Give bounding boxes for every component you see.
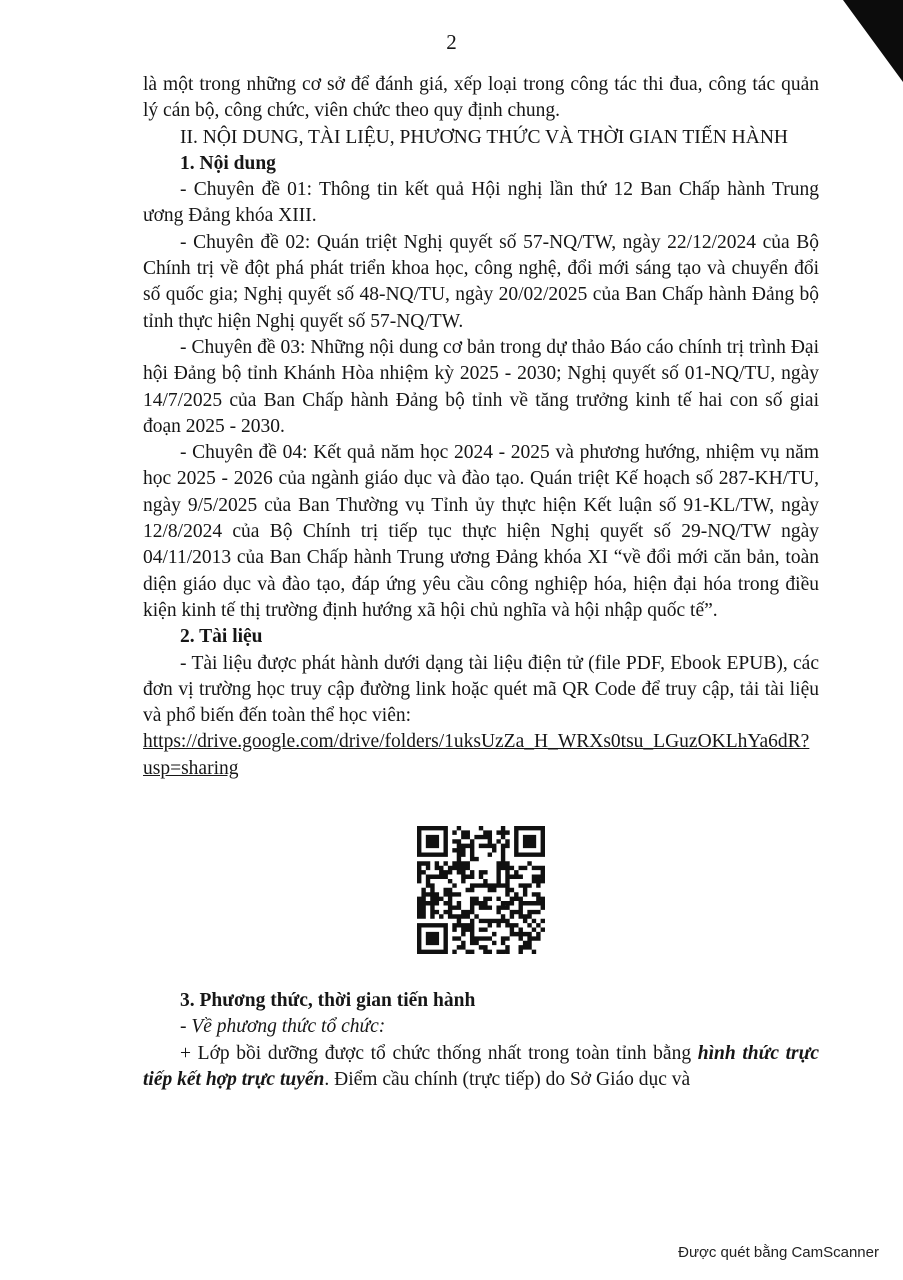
heading-method-time: 3. Phương thức, thời gian tiến hành [180, 990, 476, 1012]
page-number: 2 [446, 30, 457, 54]
heading-materials: 2. Tài liệu [180, 626, 263, 648]
heading-content: 1. Nội dung [180, 152, 276, 174]
drive-link[interactable]: https://drive.google.com/drive/folders/1uksUzZa_H_WRXs0tsu_LGuzOKLhYa6dR?usp=sharing [143, 731, 810, 779]
paragraph-continuation: là một trong những cơ sở để đánh giá, xếp loại trong công tác thi đua, công tác quản lý cán bộ, công chức, viên chức theo quy định chung. [143, 74, 819, 122]
materials-paragraph: - Tài liệu được phát hành dưới dạng tài liệu điện tử (file PDF, Ebook EPUB), các đơn vị trường học truy cập đường link hoặc quét mã QR Code để truy cập, tải tài liệu và phổ biến đến toàn thể học viên: [143, 652, 819, 727]
topic-03: - Chuyên đề 03: Những nội dung cơ bản trong dự thảo Báo cáo chính trị trình Đại hội Đảng bộ tỉnh Khánh Hòa nhiệm kỳ 2025 - 2030; Nghị quyết số 01-NQ/TU, ngày 14/7/2025 của Ban Chấp hành Đảng bộ tỉnh về tăng trưởng kinh tế hai con số giai đoạn 2025 - 2030. [143, 336, 819, 437]
topic-04: - Chuyên đề 04: Kết quả năm học 2024 - 2025 và phương hướng, nhiệm vụ năm học 2025 - 2026 của ngành giáo dục và đào tạo. Quán triệt Kế hoạch số 287-KH/TU, ngày 9/5/2025 của Ban Thường vụ Tỉnh ủy thực hiện Kết luận số 91-KL/TW, ngày 12/8/2024 của Bộ Chính trị tiếp tục thực hiện Nghị quyết số 29-NQ/TW ngày 04/11/2013 của Ban Chấp hành Trung ương Đảng khóa XI “về đổi mới căn bản, toàn diện giáo dục và đào tạo, đáp ứng yêu cầu công nghiệp hóa, hiện đại hóa trong điều kiện kinh tế thị trường định hướng xã hội chủ nghĩa và hội nhập quốc tế”. [143, 442, 819, 621]
method-paragraph: + Lớp bồi dưỡng được tổ chức thống nhất trong toàn tỉnh bằng hình thức trực tiếp kết hợp trực tuyến. Điểm cầu chính (trực tiếp) do Sở Giáo dục và [143, 1042, 819, 1090]
topic-01: - Chuyên đề 01: Thông tin kết quả Hội nghị lần thứ 12 Ban Chấp hành Trung ương Đảng khóa XIII. [143, 179, 819, 227]
topic-02: - Chuyên đề 02: Quán triệt Nghị quyết số 57-NQ/TW, ngày 22/12/2024 của Bộ Chính trị về đột phá phát triển khoa học, công nghệ, đổi mới sáng tạo và chuyển đổi số quốc gia; Nghị quyết số 48-NQ/TU, ngày 20/02/2025 của Ban Chấp hành Đảng bộ tỉnh thực hiện Nghị quyết số 57-NQ/TW. [143, 231, 819, 332]
method-subheading: - Về phương thức tổ chức: [180, 1016, 386, 1038]
qr-code-container [143, 826, 819, 954]
qr-code-icon[interactable] [417, 826, 545, 954]
scanner-watermark: Được quét bằng CamScanner [678, 1244, 879, 1261]
document-body [143, 72, 819, 1093]
section-title: II. NỘI DUNG, TÀI LIỆU, PHƯƠNG THỨC VÀ THỜI GIAN TIẾN HÀNH [180, 126, 788, 148]
